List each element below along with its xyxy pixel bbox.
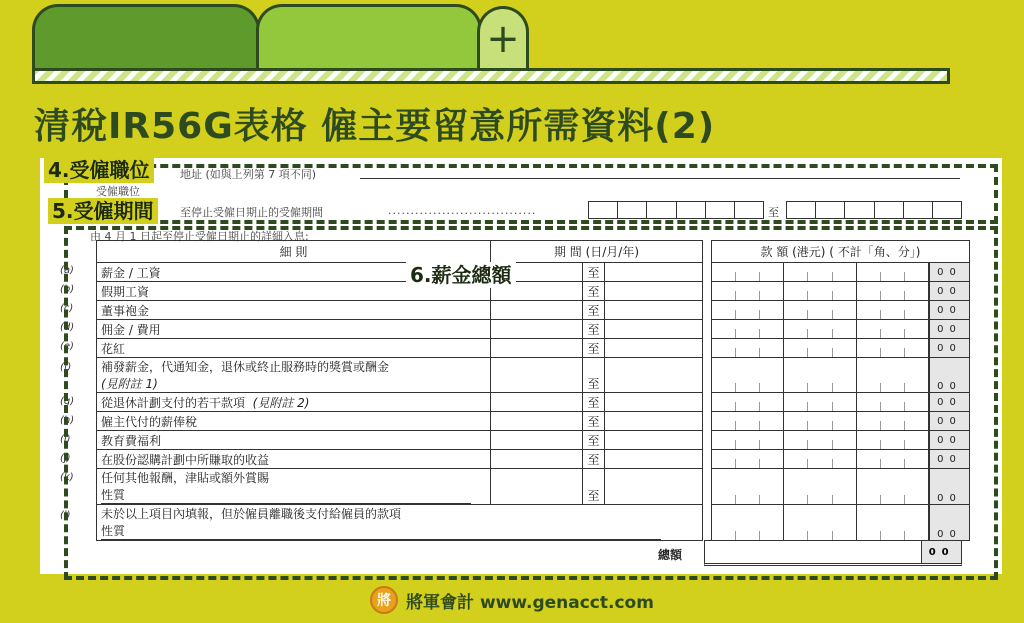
- add-tab-button[interactable]: [477, 6, 529, 72]
- row-label: 在股份認購計劃中所賺取的收益: [97, 450, 491, 469]
- footer: [0, 586, 1024, 614]
- cents-cell: 00: [930, 358, 970, 393]
- to-cell: 至: [583, 393, 605, 412]
- cents-cell: 00: [930, 393, 970, 412]
- cents-cell: 00: [930, 320, 970, 339]
- to-cell: 至: [583, 431, 605, 450]
- row-label: 僱主代付的薪俸稅: [97, 412, 491, 431]
- label-period: 5.受僱期間: [48, 198, 158, 224]
- col-period-header: 期 間 (日/月/年): [491, 241, 703, 263]
- row-label: 佣金 / 費用: [97, 320, 491, 339]
- form-position-line: 受僱職位: [96, 185, 140, 198]
- to-label: 至: [768, 206, 779, 219]
- to-cell: 至: [583, 263, 605, 282]
- row-letter: (k): [60, 472, 74, 483]
- tab-1[interactable]: [32, 4, 260, 72]
- cents-cell: 00: [930, 339, 970, 358]
- highlight-frame-income: [64, 226, 998, 580]
- row-label: 花紅: [97, 339, 491, 358]
- row-label: 未於以上項目內填報，但於僱員離職後支付給僱員的款項: [101, 507, 402, 521]
- row-label: 假期工資: [97, 282, 491, 301]
- row-letter: (h): [60, 415, 75, 426]
- highlight-frame-position-period: [64, 164, 998, 224]
- cents-cell: 00: [930, 450, 970, 469]
- row-label: 任何其他報酬，津貼或額外賞賜: [101, 471, 270, 485]
- row-note: (見附註 1): [101, 377, 158, 391]
- row-label: 教育費福利: [97, 431, 491, 450]
- plus-icon: +: [486, 15, 520, 62]
- row-letter: (b): [60, 284, 75, 295]
- cents-cell: 00: [930, 412, 970, 431]
- to-cell: 至: [583, 320, 605, 339]
- row-label: 薪金 / 工資: [97, 263, 491, 282]
- total-cents-cell: 00: [921, 541, 961, 563]
- col-detail-header: 細 則: [97, 241, 491, 263]
- to-cell: 至: [583, 301, 605, 320]
- cents-cell: 00: [930, 505, 970, 541]
- form-address-line: 地址 (如與上列第 7 項不同): [180, 168, 317, 181]
- footer-text[interactable]: 將軍會計 www.genacct.com: [406, 592, 654, 613]
- to-cell: 至: [583, 412, 605, 431]
- to-cell: 至: [583, 358, 605, 393]
- striped-header-bar: [32, 68, 950, 84]
- row-letter: (i): [60, 434, 71, 445]
- row-letter: (a): [60, 265, 74, 276]
- form-period-line: 至停止受僱日期止的受僱期間: [180, 206, 323, 219]
- form-income-detail-line: 由 4 月 1 日起至停止受僱日期止的詳細入息:: [90, 230, 309, 243]
- col-amount-header: 款 額 (港元) ( 不計「角、分」): [712, 241, 970, 263]
- row-label: 補發薪金，代通知金，退休或終止服務時的獎賞或酬金: [101, 360, 390, 374]
- row-note: (見附註 2): [252, 395, 310, 410]
- row-label: 從退休計劃支付的若干款項: [101, 395, 246, 410]
- row-letter: (g): [60, 396, 75, 407]
- row-letter: (f): [60, 362, 72, 373]
- label-position: 4.受僱職位: [44, 157, 154, 183]
- row-letter: (e): [60, 341, 74, 352]
- to-cell: 至: [583, 469, 605, 505]
- label-total-income: 6.薪金總額: [406, 262, 516, 288]
- tab-2[interactable]: [256, 4, 482, 72]
- to-cell: 至: [583, 339, 605, 358]
- row-letter: (l): [60, 510, 71, 521]
- row-letter: (d): [60, 322, 75, 333]
- row-label: 董事袍金: [97, 301, 491, 320]
- to-cell: 至: [583, 282, 605, 301]
- to-cell: 至: [583, 450, 605, 469]
- page-title: 清稅IR56G表格 僱主要留意所需資料(2): [34, 106, 716, 147]
- row-letter: (c): [60, 303, 74, 314]
- brand-logo-icon: 將: [370, 586, 398, 614]
- cents-cell: 00: [930, 282, 970, 301]
- total-label: 總額: [658, 548, 683, 562]
- cents-cell: 00: [930, 301, 970, 320]
- row-sub-label: 性質: [101, 522, 661, 540]
- dotted-leader: .................................: [388, 204, 537, 217]
- cents-cell: 00: [930, 431, 970, 450]
- cents-cell: 00: [930, 263, 970, 282]
- row-sub-label: 性質: [101, 486, 471, 504]
- row-letter: (j): [60, 453, 71, 464]
- cents-cell: 00: [930, 469, 970, 505]
